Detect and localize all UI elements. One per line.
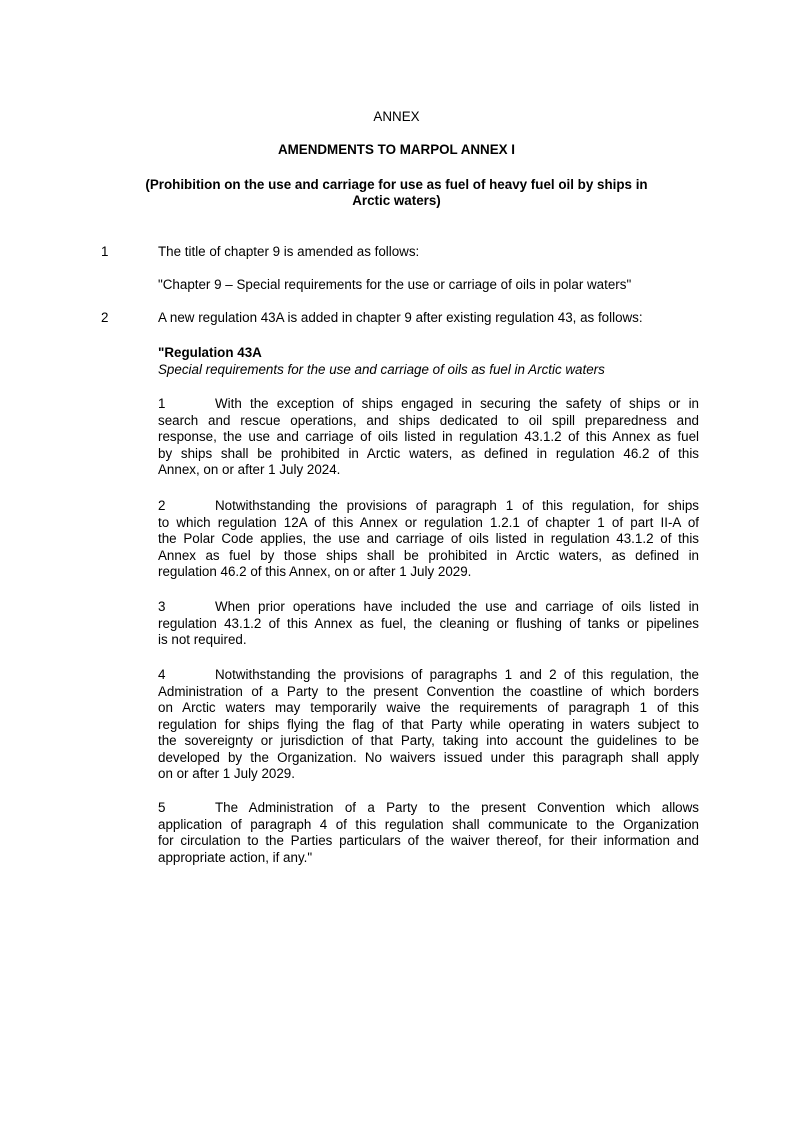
document-subtitle-line-2: Arctic waters) (352, 193, 441, 208)
paragraph-line-text: Annex as fuel by those ships shall be prohibited in Arctic waters, as defined in (158, 547, 699, 563)
paragraph-line (158, 766, 699, 783)
document-title: AMENDMENTS TO MARPOL ANNEX I (277, 142, 516, 157)
item-text: A new regulation 43A is added in chapter 9 after existing regulation 43, as follows: (158, 310, 643, 325)
paragraph-line (158, 446, 699, 463)
paragraph-line (158, 717, 699, 734)
paragraph-line-text: Administration of a Party to the present Convention the coastline of which borders (158, 683, 699, 699)
paragraph-line-text: by ships shall be prohibited in Arctic waters, as defined in regulation 46.2 of this (158, 445, 699, 461)
paragraph-line (158, 616, 699, 633)
paragraph-line-text: application of paragraph 4 of this regulation shall communicate to the Organization (158, 816, 699, 832)
paragraph-line-text: Notwithstanding the provisions of paragraphs 1 and 2 of this regulation, the (215, 667, 699, 682)
paragraph-line (158, 498, 699, 515)
paragraph-number: 3 (158, 599, 166, 614)
paragraph-line-text: the sovereignty or jurisdiction of that Party, taking into account the guidelines to be (158, 733, 699, 748)
paragraph-line-text: developed by the Organization. No waivers issued under this paragraph shall apply (158, 749, 699, 765)
paragraph-line-text: the Polar Code applies, the use and carriage of oils listed in regulation 43.1.2 of this (158, 531, 699, 546)
paragraph-line-text: Notwithstanding the provisions of paragraph 1 of this regulation, for ships (215, 498, 699, 513)
paragraph-line-text: When prior operations have included the use and carriage of oils listed in (215, 599, 699, 614)
paragraph-line (158, 817, 699, 834)
paragraph-line-text: on Arctic waters may temporarily waive the requirements of paragraph 1 of this (158, 700, 699, 715)
regulation-paragraph (158, 599, 699, 649)
document-subtitle-line-1: (Prohibition on the use and carriage for use as fuel of heavy fuel oil by ships in (145, 177, 648, 192)
paragraph-number: 4 (158, 667, 166, 682)
paragraph-line-text: is not required. (158, 632, 247, 647)
paragraph-line (158, 632, 699, 649)
paragraph-line-text: The Administration of a Party to the present Convention which allows (215, 800, 699, 815)
paragraph-line (158, 833, 699, 850)
paragraph-line-text: With the exception of ships engaged in securing the safety of ships or in (215, 396, 699, 411)
paragraph-line (158, 850, 699, 867)
item-text: The title of chapter 9 is amended as follows: (158, 244, 420, 259)
paragraph-line (158, 684, 699, 701)
paragraph-line (158, 396, 699, 413)
paragraph-line-text: for circulation to the Parties particulars of the waiver thereof, for their information and (158, 833, 699, 848)
annex-label: ANNEX (373, 109, 420, 124)
paragraph-line (158, 667, 699, 684)
regulation-paragraph (158, 800, 699, 866)
paragraph-line-text: Annex, on or after 1 July 2024. (158, 462, 341, 477)
paragraph-number: 5 (158, 800, 166, 815)
chapter-title-quote: "Chapter 9 – Special requirements for the use or carriage of oils in polar waters" (158, 277, 632, 292)
paragraph-line (158, 429, 699, 446)
paragraph-line (158, 733, 699, 750)
paragraph-line (158, 700, 699, 717)
paragraph-line-text: regulation 46.2 of this Annex, on or after 1 July 2029. (158, 564, 472, 579)
regulation-subheading: Special requirements for the use and carriage of oils as fuel in Arctic waters (158, 362, 605, 377)
paragraph-line (158, 515, 699, 532)
paragraph-line-text: regulation for ships flying the flag of that Party while operating in waters subject to (158, 716, 699, 732)
paragraph-line-text: search and rescue operations, and ships dedicated to oil spill preparedness and (158, 412, 699, 428)
paragraph-number: 1 (158, 396, 166, 411)
paragraph-line (158, 413, 699, 430)
regulation-paragraph (158, 396, 699, 479)
regulation-paragraph (158, 498, 699, 581)
paragraph-line-text: to which regulation 12A of this Annex or regulation 1.2.1 of chapter 1 of part II-A of (158, 514, 699, 530)
paragraph-number: 2 (158, 498, 166, 513)
paragraph-line (158, 531, 699, 548)
paragraph-line-text: on or after 1 July 2029. (158, 766, 295, 781)
paragraph-line (158, 564, 699, 581)
regulation-heading: "Regulation 43A (158, 345, 262, 360)
paragraph-line-text: appropriate action, if any." (158, 849, 313, 865)
paragraph-line (158, 800, 699, 817)
paragraph-line-text: regulation 43.1.2 of this Annex as fuel, the cleaning or flushing of tanks or pipelines (158, 615, 699, 631)
paragraph-line-text: response, the use and carriage of oils listed in regulation 43.1.2 of this Annex as fuel (158, 429, 699, 444)
paragraph-line (158, 548, 699, 565)
item-number: 1 (101, 244, 109, 259)
regulation-paragraph (158, 667, 699, 783)
paragraph-line (158, 599, 699, 616)
paragraph-line (158, 750, 699, 767)
paragraph-line (158, 462, 699, 479)
item-number: 2 (101, 310, 109, 325)
